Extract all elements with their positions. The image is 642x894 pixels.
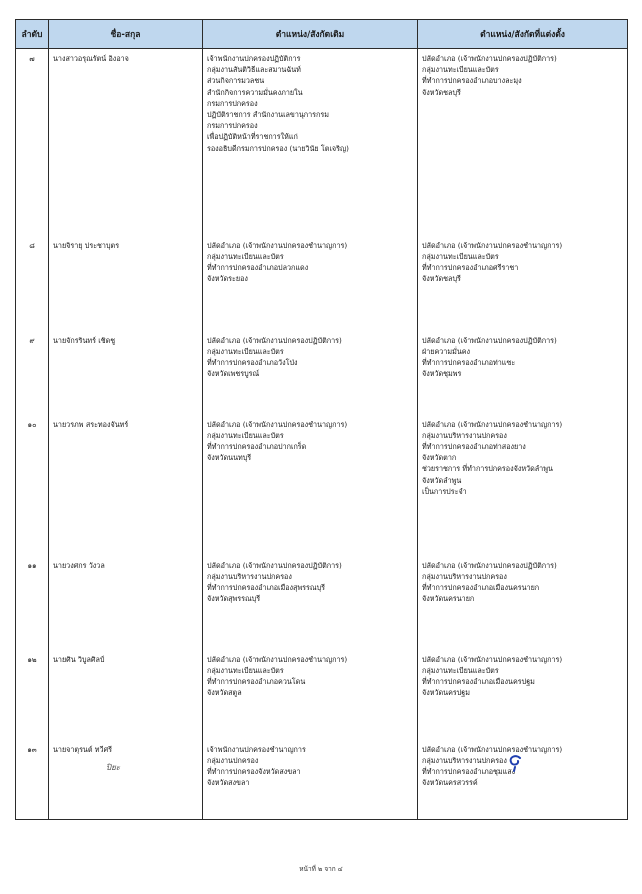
- header-order: ลำดับ: [16, 20, 49, 49]
- row-old-position: [203, 49, 418, 236]
- row-old-position: [203, 556, 418, 650]
- table-row: [16, 49, 628, 236]
- new-position-line: กลุ่มงานทะเบียนและบัตร: [422, 251, 499, 261]
- old-position-line: ส่วนกิจการมวลชน: [207, 76, 265, 86]
- old-position-line: ที่ทำการปกครองอำเภอเมืองสุพรรณบุรี: [207, 582, 325, 592]
- signature-initials-left: ปิยะ: [106, 763, 121, 772]
- row-new-position: [418, 49, 628, 236]
- new-position-line: ที่ทำการปกครองอำเภอชุมแสง: [422, 766, 516, 776]
- new-position-line: ปลัดอำเภอ (เจ้าพนักงานปกครองปฏิบัติการ): [422, 560, 557, 570]
- new-position-line: ที่ทำการปกครองอำเภอเมืองนครปฐม: [422, 676, 535, 686]
- new-position-line: ปลัดอำเภอ (เจ้าพนักงานปกครองชำนาญการ): [422, 419, 563, 429]
- old-position-line: ปลัดอำเภอ (เจ้าพนักงานปกครองปฏิบัติการ): [207, 335, 342, 345]
- row-new-position: [418, 650, 628, 740]
- new-position-line: จังหวัดลำพูน: [422, 475, 462, 485]
- old-position-line: กลุ่มงานทะเบียนและบัตร: [207, 346, 284, 356]
- new-position-line: ที่ทำการปกครองอำเภอศรีราชา: [422, 262, 519, 272]
- old-position-line: ที่ทำการปกครองอำเภอปากเกร็ด: [207, 441, 307, 451]
- new-position-line: ปลัดอำเภอ (เจ้าพนักงานปกครองชำนาญการ): [422, 654, 563, 664]
- old-position-line: จังหวัดสงขลา: [207, 778, 250, 788]
- new-position-line: ปลัดอำเภอ (เจ้าพนักงานปกครองชำนาญการ): [422, 744, 563, 754]
- old-position-line: จังหวัดสตูล: [207, 688, 242, 698]
- new-position-line: ฝ่ายความมั่นคง: [422, 346, 471, 356]
- old-position-line: กลุ่มงานสันติวิธีและสมานฉันท์: [207, 65, 301, 75]
- row-full-name: นายจาตุรนต์ ทวีศรี: [49, 740, 203, 820]
- new-position-line: ปลัดอำเภอ (เจ้าพนักงานปกครองปฏิบัติการ): [422, 335, 557, 345]
- old-position-line: กลุ่มงานบริหารงานปกครอง: [207, 571, 292, 581]
- row-old-position: [203, 740, 418, 820]
- old-position-line: กลุ่มงานทะเบียนและบัตร: [207, 430, 284, 440]
- old-position-line: ปลัดอำเภอ (เจ้าพนักงานปกครองชำนาญการ): [207, 240, 348, 250]
- row-old-position: [203, 236, 418, 331]
- header-name: ชื่อ-สกุล: [49, 20, 203, 49]
- appointment-table: [15, 19, 628, 820]
- signature-mark-right: [506, 753, 526, 773]
- table-row: [16, 236, 628, 331]
- row-order-number: ๑๑: [16, 556, 49, 650]
- new-position-line: ปลัดอำเภอ (เจ้าพนักงานปกครองชำนาญการ): [422, 240, 563, 250]
- old-position-line: สำนักกิจการความมั่นคงภายใน: [207, 87, 303, 97]
- old-position-line: กรมการปกครอง: [207, 121, 258, 131]
- new-position-line: ที่ทำการปกครองอำเภอเมืองนครนายก: [422, 582, 540, 592]
- row-full-name: นายจิรายุ ประชาบุตร: [49, 236, 203, 331]
- old-position-line: ที่ทำการปกครองอำเภอวังโป่ง: [207, 357, 298, 367]
- table-header-row: [16, 20, 628, 49]
- new-position-line: ปลัดอำเภอ (เจ้าพนักงานปกครองปฏิบัติการ): [422, 54, 557, 63]
- new-position-line: ที่ทำการปกครองอำเภอท่าสองยาง: [422, 441, 526, 451]
- row-new-position: [418, 331, 628, 415]
- old-position-line: เจ้าพนักงานปกครองปฏิบัติการ: [207, 54, 301, 63]
- row-new-position: [418, 236, 628, 331]
- new-position-line: จังหวัดนครปฐม: [422, 688, 471, 698]
- new-position-line: จังหวัดชุมพร: [422, 369, 462, 379]
- old-position-line: ปลัดอำเภอ (เจ้าพนักงานปกครองปฏิบัติการ): [207, 560, 342, 570]
- row-full-name: นายวรภพ สระทองจันทร์: [49, 415, 203, 556]
- new-position-line: จังหวัดนครนายก: [422, 594, 475, 604]
- row-full-name: นางสาวอรุณรัตน์ อิงอาจ: [49, 49, 203, 236]
- old-position-line: จังหวัดระยอง: [207, 274, 248, 284]
- new-position-line: กลุ่มงานบริหารงานปกครอง: [422, 571, 507, 581]
- old-position-line: กลุ่มงานทะเบียนและบัตร: [207, 251, 284, 261]
- row-new-position: [418, 415, 628, 556]
- old-position-line: จังหวัดนนทบุรี: [207, 453, 252, 463]
- row-order-number: ๑๒: [16, 650, 49, 740]
- table-body: [16, 49, 628, 820]
- old-position-line: จังหวัดสุพรรณบุรี: [207, 594, 261, 604]
- row-order-number: ๗: [16, 49, 49, 236]
- new-position-line: กลุ่มงานบริหารงานปกครอง: [422, 430, 507, 440]
- new-position-line: ที่ทำการปกครองอำเภอบางละมุง: [422, 76, 522, 86]
- new-position-line: ช่วยราชการ ที่ทำการปกครองจังหวัดลำพูน: [422, 464, 553, 474]
- row-order-number: ๑๓: [16, 740, 49, 820]
- row-full-name: นายจักรรินทร์ เชิดชู: [49, 331, 203, 415]
- row-order-number: ๑๐: [16, 415, 49, 556]
- page-footer: หน้าที่ ๒ จาก ๔: [299, 865, 343, 873]
- old-position-line: กรมการปกครอง: [207, 98, 258, 108]
- new-position-line: จังหวัดตาก: [422, 453, 457, 463]
- table-row: [16, 650, 628, 740]
- row-full-name: นายศิน วิบูลศิลป์: [49, 650, 203, 740]
- old-position-line: รองอธิบดีกรมการปกครอง (นายวินัย โตเจริญ): [207, 143, 349, 153]
- row-full-name: นายวงศกร วังวล: [49, 556, 203, 650]
- new-position-line: เป็นการประจำ: [422, 486, 467, 496]
- old-position-line: ที่ทำการปกครองอำเภอควนโดน: [207, 676, 306, 686]
- new-position-line: จังหวัดชลบุรี: [422, 87, 461, 97]
- old-position-line: จังหวัดเพชรบูรณ์: [207, 369, 260, 379]
- row-new-position: [418, 740, 628, 820]
- old-position-line: ที่ทำการปกครองอำเภอปลวกแดง: [207, 262, 309, 272]
- table-row: [16, 331, 628, 415]
- row-old-position: [203, 650, 418, 740]
- old-position-line: กลุ่มงานปกครอง: [207, 755, 259, 765]
- old-position-line: ปลัดอำเภอ (เจ้าพนักงานปกครองชำนาญการ): [207, 654, 348, 664]
- new-position-line: กลุ่มงานทะเบียนและบัตร: [422, 665, 499, 675]
- header-old-position: ตำแหน่ง/สังกัดเดิม: [203, 20, 418, 49]
- old-position-line: กลุ่มงานทะเบียนและบัตร: [207, 665, 284, 675]
- old-position-line: ปฏิบัติราชการ สำนักงานเลขานุการกรม: [207, 110, 329, 120]
- old-position-line: เพื่อปฏิบัติหน้าที่ราชการให้แก่: [207, 132, 298, 142]
- row-order-number: ๙: [16, 331, 49, 415]
- new-position-line: กลุ่มงานทะเบียนและบัตร: [422, 65, 499, 75]
- table-row: [16, 415, 628, 556]
- new-position-line: จังหวัดนครสวรรค์: [422, 778, 478, 788]
- old-position-line: ที่ทำการปกครองจังหวัดสงขลา: [207, 766, 301, 776]
- new-position-line: ที่ทำการปกครองอำเภอท่าแซะ: [422, 357, 516, 367]
- row-old-position: [203, 415, 418, 556]
- row-old-position: [203, 331, 418, 415]
- table-row: [16, 740, 628, 820]
- header-new-position: ตำแหน่ง/สังกัดที่แต่งตั้ง: [418, 20, 628, 49]
- old-position-line: เจ้าพนักงานปกครองชำนาญการ: [207, 744, 306, 754]
- table-row: [16, 556, 628, 650]
- row-order-number: ๘: [16, 236, 49, 331]
- new-position-line: จังหวัดชลบุรี: [422, 274, 461, 284]
- new-position-line: กลุ่มงานบริหารงานปกครอง: [422, 755, 507, 765]
- old-position-line: ปลัดอำเภอ (เจ้าพนักงานปกครองชำนาญการ): [207, 419, 348, 429]
- row-new-position: [418, 556, 628, 650]
